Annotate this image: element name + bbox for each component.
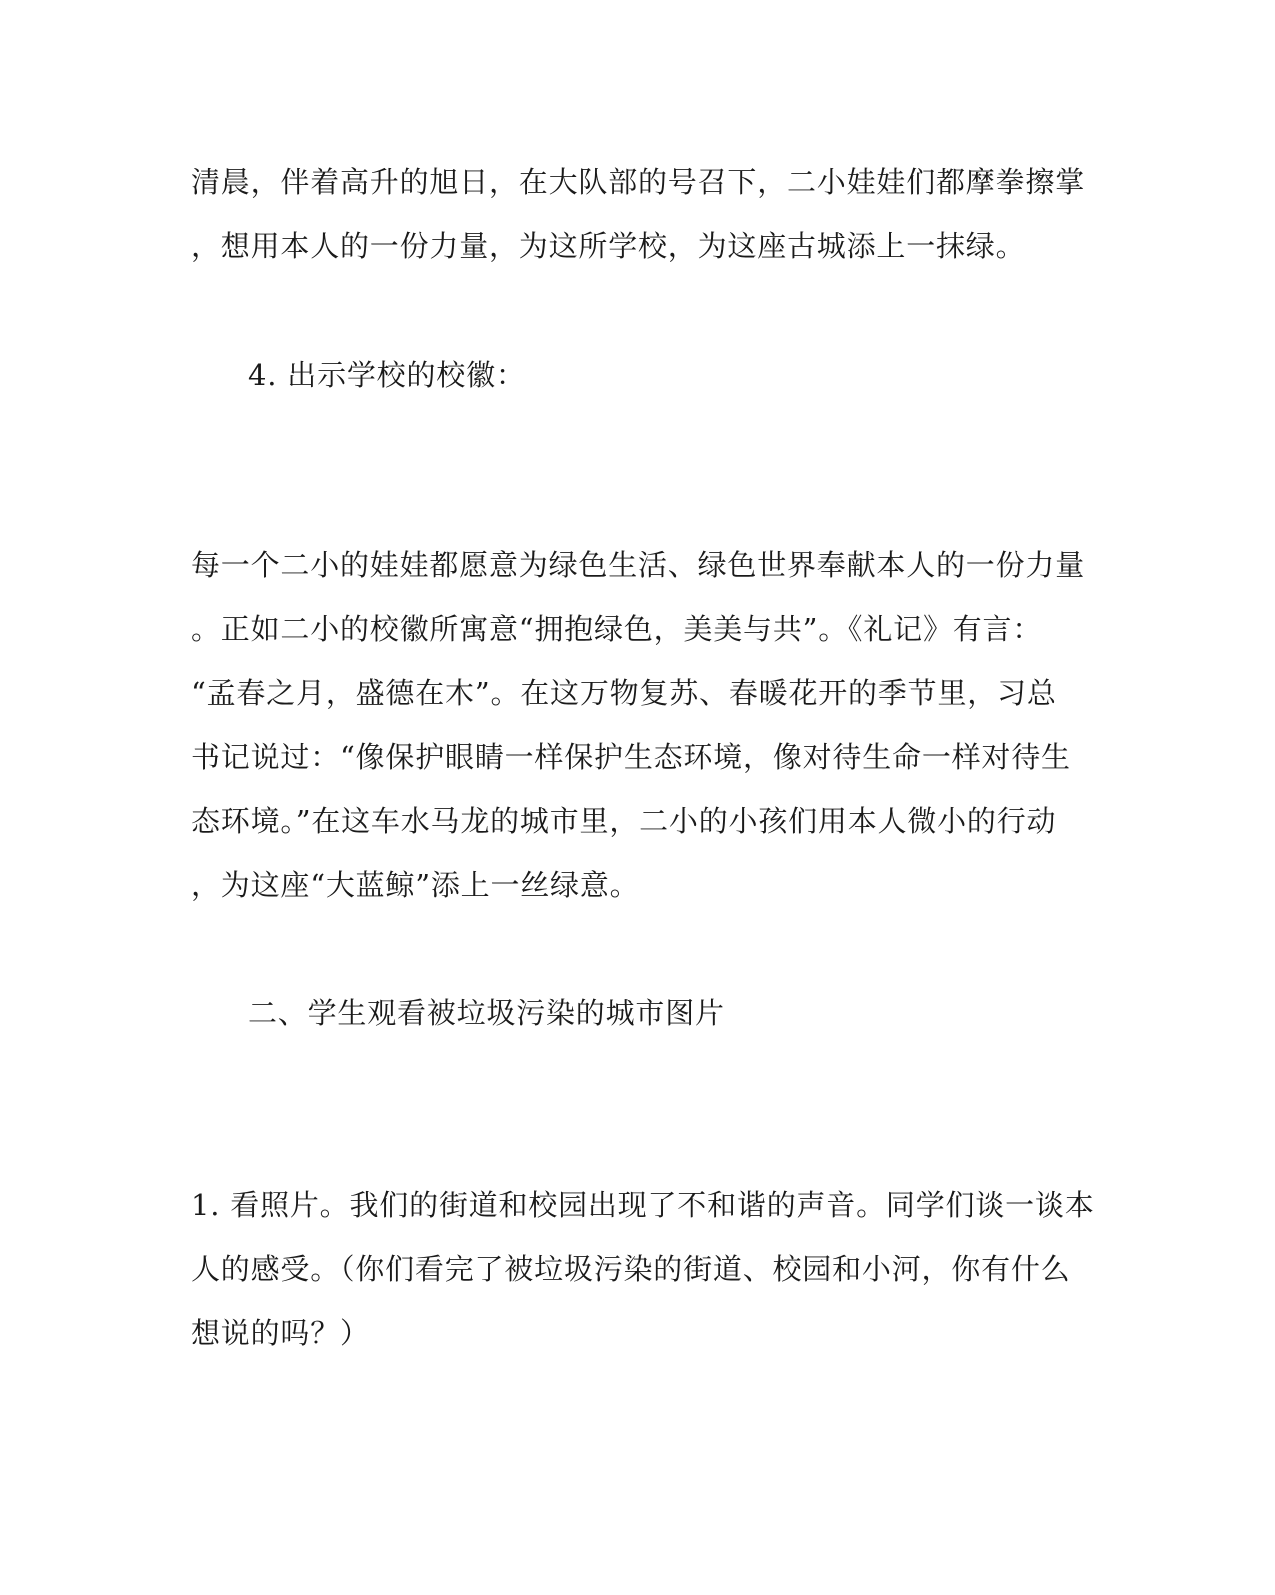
paragraph-3-line-1: 1. 看照片。我们的街道和校园出现了不和谐的声音。同学们谈一谈本: [191, 1188, 1095, 1222]
item-4-heading: 4. 出示学校的校徽：: [248, 358, 526, 392]
paragraph-2-line-5: 态环境。”在这车水马龙的城市里，二小的小孩们用本人微小的行动: [191, 804, 1057, 838]
paragraph-2-line-4: 书记说过：“像保护眼睛一样保护生态环境，像对待生命一样对待生: [191, 740, 1071, 774]
paragraph-3-line-3: 想说的吗？）: [191, 1316, 370, 1350]
paragraph-3-line-2: 人的感受。（你们看完了被垃圾污染的街道、校园和小河，你有什么: [191, 1252, 1071, 1286]
section-2-heading: 二、学生观看被垃圾污染的城市图片: [248, 996, 725, 1030]
paragraph-2-line-3: “孟春之月，盛德在木”。在这万物复苏、春暖花开的季节里，习总: [191, 676, 1057, 710]
paragraph-2-line-6: ，为这座“大蓝鲸”添上一丝绿意。: [191, 868, 640, 902]
paragraph-2-line-1: 每一个二小的娃娃都愿意为绿色生活、绿色世界奉献本人的一份力量: [191, 548, 1086, 582]
paragraph-1-line-2: ，想用本人的一份力量，为这所学校，为这座古城添上一抹绿。: [191, 229, 1026, 263]
paragraph-2-line-2: 。正如二小的校徽所寓意“拥抱绿色，美美与共”。《礼记》有言：: [191, 612, 1043, 646]
paragraph-1-line-1: 清晨，伴着高升的旭日，在大队部的号召下，二小娃娃们都摩拳擦掌: [191, 165, 1086, 199]
